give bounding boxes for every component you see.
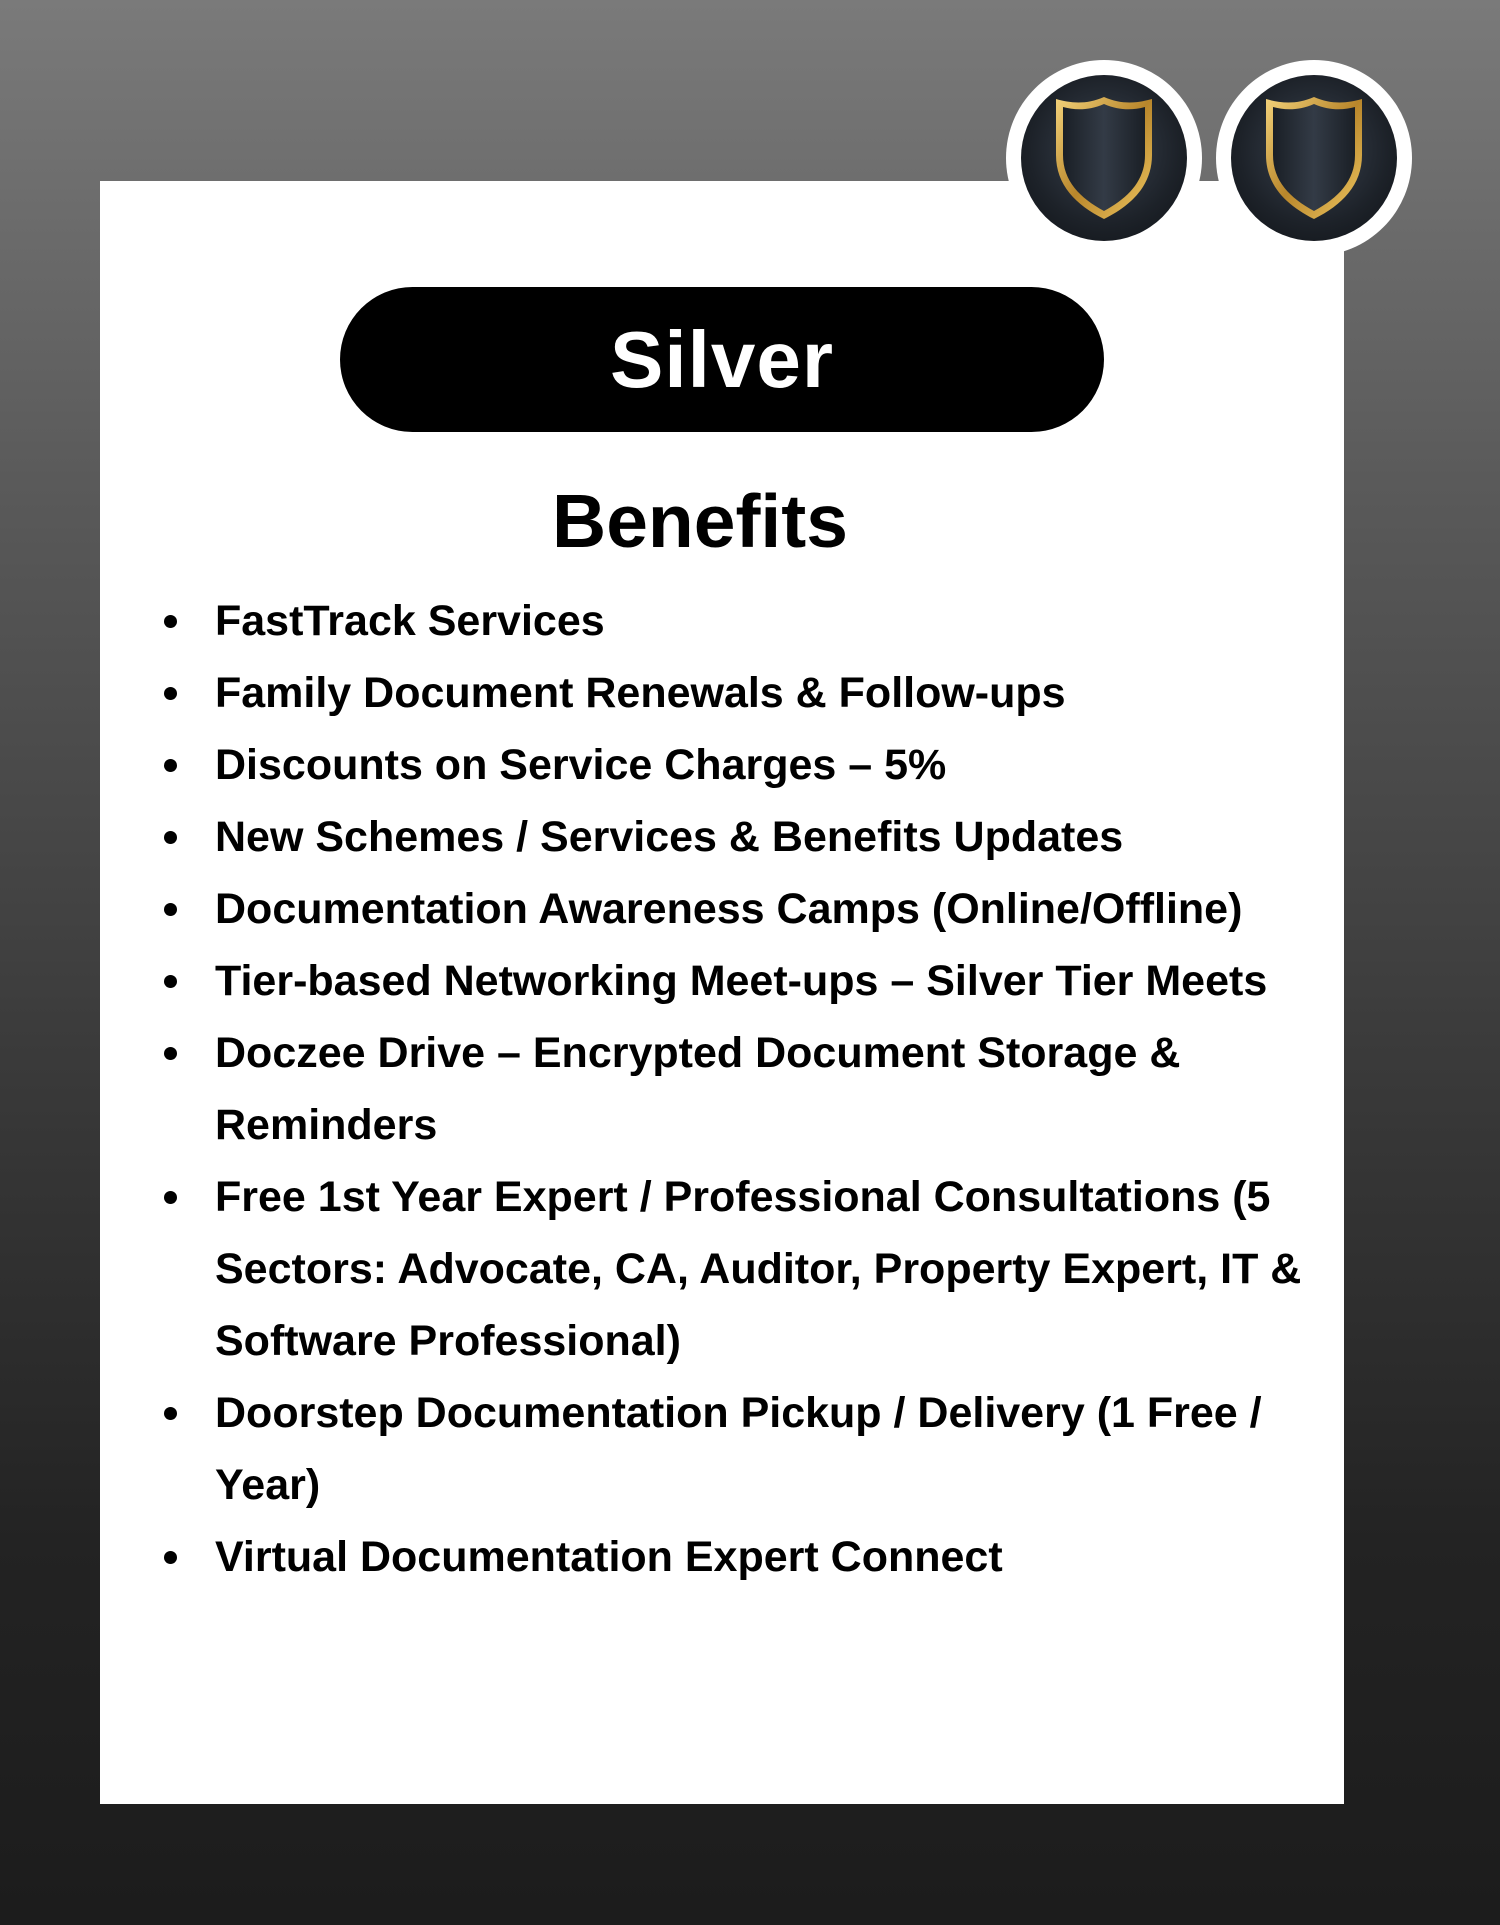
shield-icon	[1052, 93, 1156, 223]
benefit-text: Discounts on Service Charges – 5%	[215, 741, 947, 789]
benefit-item	[150, 1521, 1325, 1593]
bullet-icon	[164, 903, 177, 916]
bullet-icon	[164, 975, 177, 988]
bullet-icon	[164, 1191, 177, 1204]
benefit-item	[150, 585, 1325, 657]
bullet-icon	[164, 615, 177, 628]
benefit-text: Virtual Documentation Expert Connect	[215, 1533, 1003, 1581]
benefit-text: Free 1st Year Expert / Professional Consultations (5 Sectors: Advocate, CA, Auditor, Property Expert, IT & Software Professional)	[215, 1173, 1302, 1365]
benefit-text: Documentation Awareness Camps (Online/Offline)	[215, 885, 1243, 933]
bullet-icon	[164, 759, 177, 772]
shield-icon	[1262, 93, 1366, 223]
benefit-item	[150, 945, 1325, 1017]
benefit-text: New Schemes / Services & Benefits Updates	[215, 813, 1124, 861]
tier-name: Silver	[610, 314, 834, 404]
benefit-item	[150, 1017, 1325, 1161]
benefit-text: Family Document Renewals & Follow-ups	[215, 669, 1066, 717]
tier-name-pill	[340, 287, 1104, 432]
bullet-icon	[164, 687, 177, 700]
benefit-item	[150, 873, 1325, 945]
bullet-icon	[164, 831, 177, 844]
bullet-icon	[164, 1047, 177, 1060]
benefit-item	[150, 729, 1325, 801]
benefit-text: Doczee Drive – Encrypted Document Storage & Reminders	[215, 1029, 1181, 1149]
benefit-item	[150, 801, 1325, 873]
benefits-list	[150, 585, 1325, 1593]
benefit-item	[150, 1377, 1325, 1521]
shield-badge	[1006, 60, 1202, 256]
shield-badge	[1216, 60, 1412, 256]
bullet-icon	[164, 1407, 177, 1420]
benefit-item	[150, 657, 1325, 729]
benefits-heading: Benefits	[552, 479, 848, 563]
benefit-item	[150, 1161, 1325, 1377]
benefit-text: FastTrack Services	[215, 597, 605, 645]
benefit-text: Doorstep Documentation Pickup / Delivery (1 Free / Year)	[215, 1389, 1262, 1509]
benefit-text: Tier-based Networking Meet-ups – Silver Tier Meets	[215, 957, 1268, 1005]
bullet-icon	[164, 1551, 177, 1564]
